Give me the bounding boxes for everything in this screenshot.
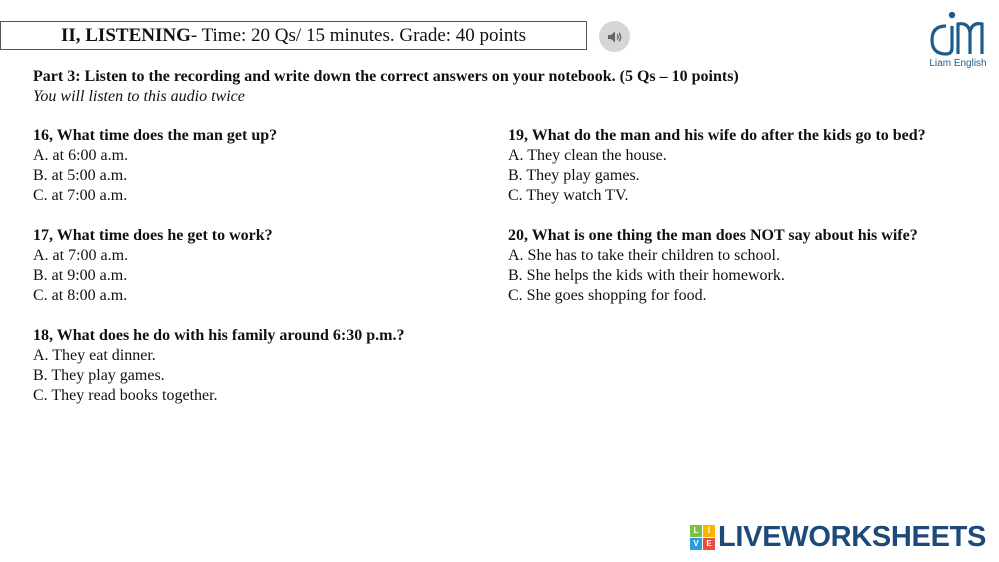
section-title-bold: II, LISTENING <box>60 25 191 46</box>
section-header <box>0 21 587 50</box>
option-a: A. at 7:00 a.m. <box>33 247 129 264</box>
question-title: 20, What is one thing the man does NOT say about his wife? <box>508 227 918 244</box>
option-a: A. They clean the house. <box>508 147 667 164</box>
option-a: A. She has to take their children to school. <box>508 247 780 264</box>
logo-caption: Liam English <box>929 58 987 69</box>
question-title: 19, What do the man and his wife do after the kids go to bed? <box>508 127 926 144</box>
brand-tile: V <box>690 538 702 550</box>
listen-note: You will listen to this audio twice <box>33 88 245 105</box>
part-instruction: Part 3: Listen to the recording and write down the correct answers on your notebook. (5 Qs – 10 points) <box>33 68 739 85</box>
audio-play-button[interactable] <box>599 21 630 52</box>
speaker-icon <box>607 30 623 44</box>
brand-name: LIVEWORKSHEETS <box>718 520 987 553</box>
question-title: 16, What time does the man get up? <box>33 127 278 144</box>
brand-tiles <box>690 525 715 550</box>
option-c: C. at 8:00 a.m. <box>33 287 128 304</box>
option-b: B. They play games. <box>508 167 640 184</box>
option-b: B. at 5:00 a.m. <box>33 167 128 184</box>
question-19 <box>508 126 988 206</box>
option-b: B. at 9:00 a.m. <box>33 267 128 284</box>
liveworksheets-logo[interactable] <box>690 521 986 553</box>
option-a: A. at 6:00 a.m. <box>33 147 129 164</box>
question-18 <box>33 326 493 406</box>
question-title: 17, What time does he get to work? <box>33 227 273 244</box>
option-b: B. She helps the kids with their homework. <box>508 267 785 284</box>
question-17 <box>33 226 493 306</box>
questions-left-column <box>33 126 493 426</box>
option-c: C. They read books together. <box>33 387 218 404</box>
brand-tile: L <box>690 525 702 537</box>
questions-right-column <box>508 126 988 326</box>
brand-tile: I <box>703 525 715 537</box>
option-c: C. She goes shopping for food. <box>508 287 707 304</box>
liam-english-logo <box>922 10 994 74</box>
option-b: B. They play games. <box>33 367 165 384</box>
question-title: 18, What does he do with his family around 6:30 p.m.? <box>33 327 405 344</box>
option-a: A. They eat dinner. <box>33 347 156 364</box>
instructions <box>33 67 739 107</box>
option-c: C. They watch TV. <box>508 187 629 204</box>
option-c: C. at 7:00 a.m. <box>33 187 128 204</box>
question-16 <box>33 126 493 206</box>
section-title-rest: - Time: 20 Qs/ 15 minutes. Grade: 40 points <box>190 25 527 46</box>
question-20 <box>508 226 988 306</box>
brand-tile: E <box>703 538 715 550</box>
